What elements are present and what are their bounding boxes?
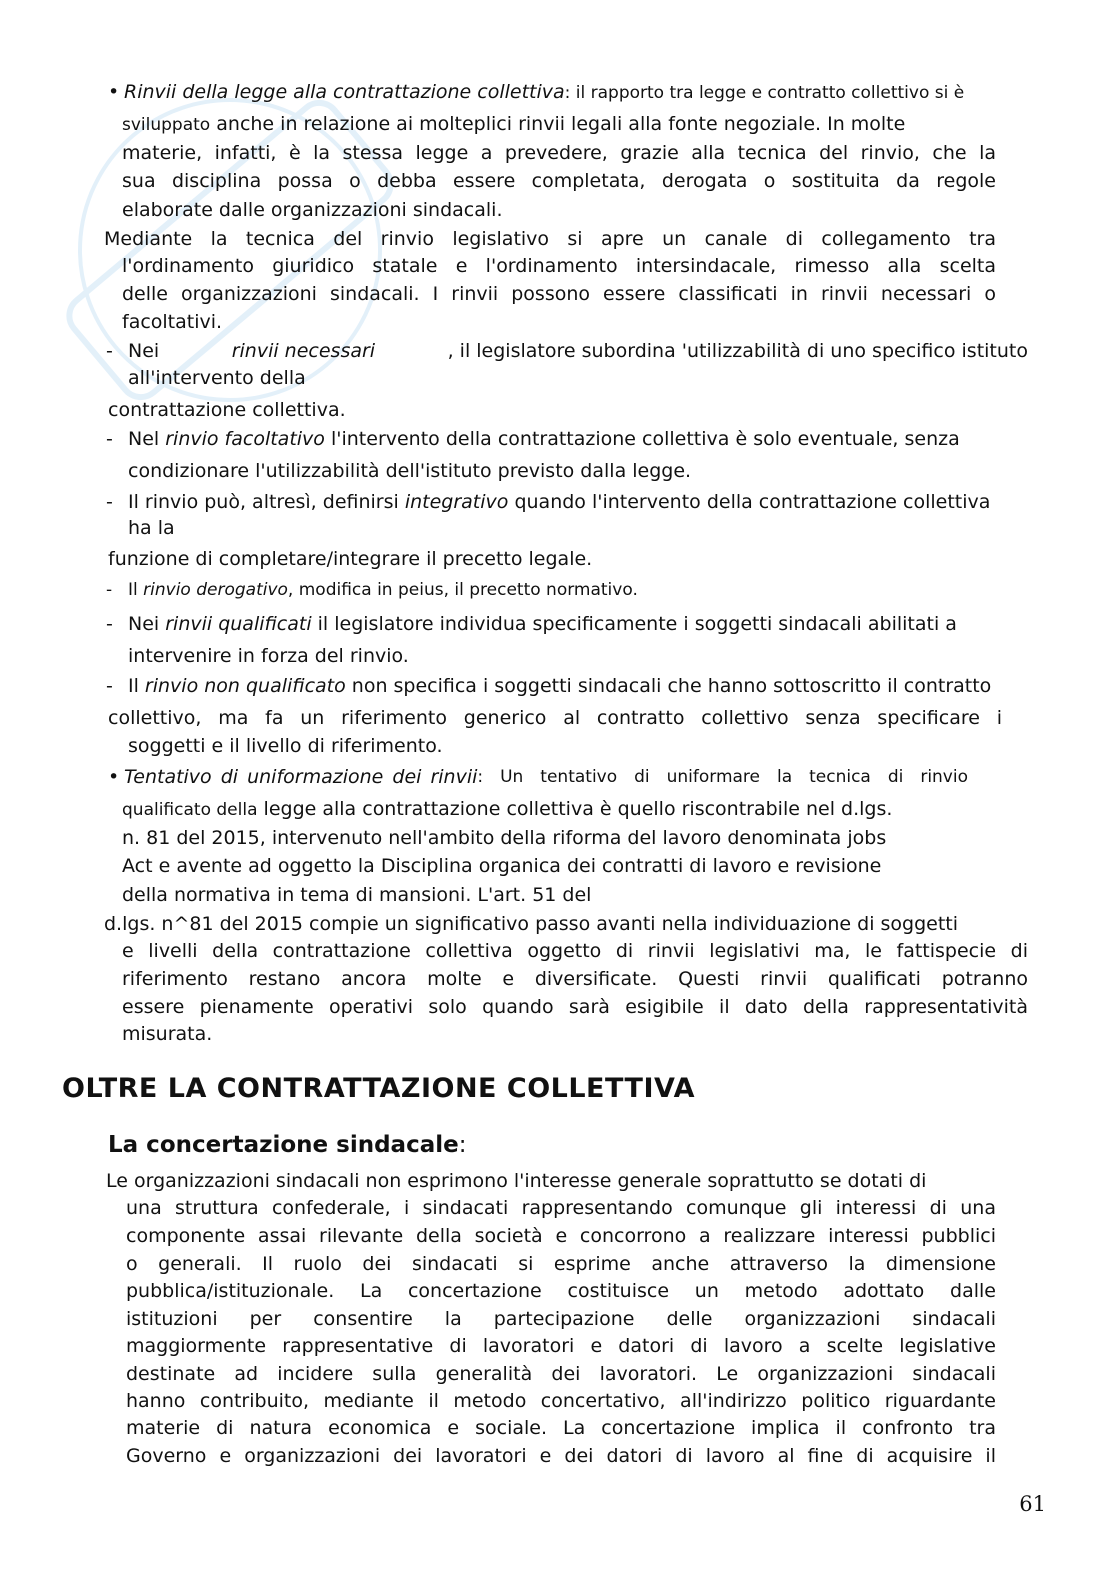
text-line: intervenire in forza del rinvio. bbox=[128, 645, 409, 667]
text-span: : il rapporto tra legge e contratto collettivo si è bbox=[564, 83, 965, 103]
text-line: Le organizzazioni sindacali non esprimono l'interesse generale soprattutto se dotati di bbox=[106, 1170, 927, 1192]
text-line: materie di natura economica e sociale. La concertazione implica il confronto tra bbox=[126, 1417, 996, 1439]
subsection-heading bbox=[108, 1130, 466, 1160]
term-italic: rinvio facoltativo bbox=[165, 428, 325, 450]
text-span: anche in relazione ai molteplici rinvii legali alla fonte negoziale. In molte bbox=[210, 113, 906, 135]
dash-marker: - bbox=[106, 580, 113, 600]
text-span: legge alla contrattazione collettiva è quello riscontrabile nel d.lgs. bbox=[257, 798, 893, 820]
text-span: l'intervento della contrattazione collettiva è solo eventuale, senza bbox=[324, 428, 960, 450]
text-line: all'intervento della bbox=[128, 367, 306, 389]
text-line: destinate ad incidere sulla generalità dei lavoratori. Le organizzazioni sindacali bbox=[126, 1363, 996, 1385]
text-line: materie, infatti, è la stessa legge a prevedere, grazie alla tecnica del rinvio, che la bbox=[122, 142, 996, 164]
dash-item-rinvii-qualificati bbox=[106, 610, 957, 638]
dash-item-rinvio-non-qualificato bbox=[106, 672, 991, 700]
dash-marker: - bbox=[106, 428, 113, 450]
dash-item-rinvii-necessari bbox=[106, 337, 1028, 365]
bullet-title: Rinvii della legge alla contrattazione collettiva bbox=[124, 81, 565, 103]
term-italic: rinvii qualificati bbox=[165, 613, 312, 635]
text-span: : Un tentativo di uniformare la tecnica di rinvio bbox=[477, 767, 968, 787]
text-line: collettivo, ma fa un riferimento generico al contratto collettivo senza specificare i bbox=[108, 707, 1002, 729]
text-line: sua disciplina possa o debba essere completata, derogata o sostituita da regole bbox=[122, 170, 996, 192]
section-heading: OLTRE LA CONTRATTAZIONE COLLETTIVA bbox=[62, 1073, 695, 1104]
text-line: essere pienamente operativi solo quando sarà esigibile il dato della rappresentatività bbox=[122, 996, 1028, 1018]
dash-marker: - bbox=[106, 613, 113, 635]
text-line: Mediante la tecnica del rinvio legislativo si apre un canale di collegamento tra bbox=[104, 228, 996, 250]
text-line: delle organizzazioni sindacali. I rinvii possono essere classificati in rinvii necessari o bbox=[122, 283, 996, 305]
text-line: maggiormente rappresentative di lavoratori e datori di lavoro a scelte legislative bbox=[126, 1335, 996, 1357]
text-line: hanno contribuito, mediante il metodo concertativo, all'indirizzo politico riguardante bbox=[126, 1390, 996, 1412]
text-line: facoltativi. bbox=[122, 311, 223, 333]
bullet-title: Tentativo di uniformazione dei rinvii bbox=[124, 766, 478, 788]
text-line: soggetti e il livello di riferimento. bbox=[128, 735, 443, 757]
text-span: il legislatore individua specificamente i soggetti sindacali abilitati a bbox=[311, 613, 957, 635]
term-italic: integrativo bbox=[404, 491, 509, 513]
text-span: Nei bbox=[128, 613, 166, 635]
text-span: sviluppato bbox=[122, 115, 211, 135]
text-line: contrattazione collettiva. bbox=[108, 399, 346, 421]
text-line: condizionare l'utilizzabilità dell'istituto previsto dalla legge. bbox=[128, 460, 692, 482]
text-line: l'ordinamento giuridico statale e l'ordinamento intersindacale, rimesso alla scelta bbox=[122, 255, 996, 277]
term-italic: rinvio non qualificato bbox=[144, 675, 346, 697]
text-line: elaborate dalle organizzazioni sindacali. bbox=[122, 199, 503, 221]
text-line bbox=[122, 110, 905, 139]
text-span: Il bbox=[128, 580, 144, 600]
text-span: Il rinvio può, altresì, definirsi bbox=[128, 491, 405, 513]
text-line: pubblica/istituzionale. La concertazione costituisce un metodo adottato dalle bbox=[126, 1280, 996, 1302]
text-line: n. 81 del 2015, intervenuto nell'ambito della riforma del lavoro denominata jobs bbox=[122, 827, 887, 849]
dash-item-rinvio-derogativo bbox=[106, 576, 638, 604]
text-span: Nel bbox=[128, 428, 166, 450]
text-span: , modifica in peius, il precetto normativo. bbox=[287, 580, 638, 600]
text-line: Governo e organizzazioni dei lavoratori e dei datori di lavoro al fine di acquisire il bbox=[126, 1445, 996, 1467]
dash-item-rinvio-facoltativo bbox=[106, 425, 960, 453]
text-line: d.lgs. n^81 del 2015 compie un significativo passo avanti nella individuazione di soggetti bbox=[104, 913, 959, 935]
term-italic: rinvio derogativo bbox=[143, 580, 288, 600]
text-line: funzione di completare/integrare il precetto legale. bbox=[108, 548, 593, 570]
dash-item-rinvio-integrativo bbox=[106, 488, 990, 516]
text-line: ha la bbox=[128, 517, 175, 539]
subsection-colon: : bbox=[458, 1132, 467, 1158]
text-span: , il legislatore subordina 'utilizzabilità di uno specifico istituto bbox=[447, 340, 1028, 362]
dash-marker: - bbox=[106, 340, 113, 362]
bullet-marker: • bbox=[108, 81, 120, 103]
text-line: componente assai rilevante della società e concorrono a realizzare interessi pubblici bbox=[126, 1225, 996, 1247]
text-line: riferimento restano ancora molte e diversificate. Questi rinvii qualificati potranno bbox=[122, 968, 1028, 990]
dash-marker: - bbox=[106, 675, 113, 697]
text-span: qualificato della bbox=[122, 800, 258, 820]
dash-marker: - bbox=[106, 491, 113, 513]
text-span: quando l'intervento della contrattazione collettiva bbox=[508, 491, 991, 513]
text-line: una struttura confederale, i sindacati rappresentando comunque gli interessi di una bbox=[126, 1197, 996, 1219]
text-line: e livelli della contrattazione collettiva oggetto di rinvii legislativi ma, le fattispecie di bbox=[122, 940, 1028, 962]
text-line: o generali. Il ruolo dei sindacati si esprime anche attraverso la dimensione bbox=[126, 1253, 996, 1275]
term-italic: rinvii necessari bbox=[231, 340, 376, 362]
text-line: della normativa in tema di mansioni. L'art. 51 del bbox=[122, 884, 592, 906]
text-line: istituzioni per consentire la partecipazione delle organizzazioni sindacali bbox=[126, 1308, 996, 1330]
page-number: 61 bbox=[1019, 1492, 1046, 1516]
text-span: Il bbox=[128, 675, 145, 697]
text-span: Nei bbox=[128, 340, 160, 362]
text-span: non specifica i soggetti sindacali che hanno sottoscritto il contratto bbox=[345, 675, 992, 697]
bullet-marker: • bbox=[108, 766, 120, 788]
bullet-item-tentativo bbox=[108, 763, 968, 791]
text-line: misurata. bbox=[122, 1023, 213, 1045]
subsection-title: La concertazione sindacale bbox=[108, 1132, 459, 1158]
text-line: Act e avente ad oggetto la Disciplina organica dei contratti di lavoro e revisione bbox=[122, 855, 882, 877]
text-line bbox=[122, 795, 892, 824]
bullet-item-rinvii bbox=[108, 78, 964, 107]
